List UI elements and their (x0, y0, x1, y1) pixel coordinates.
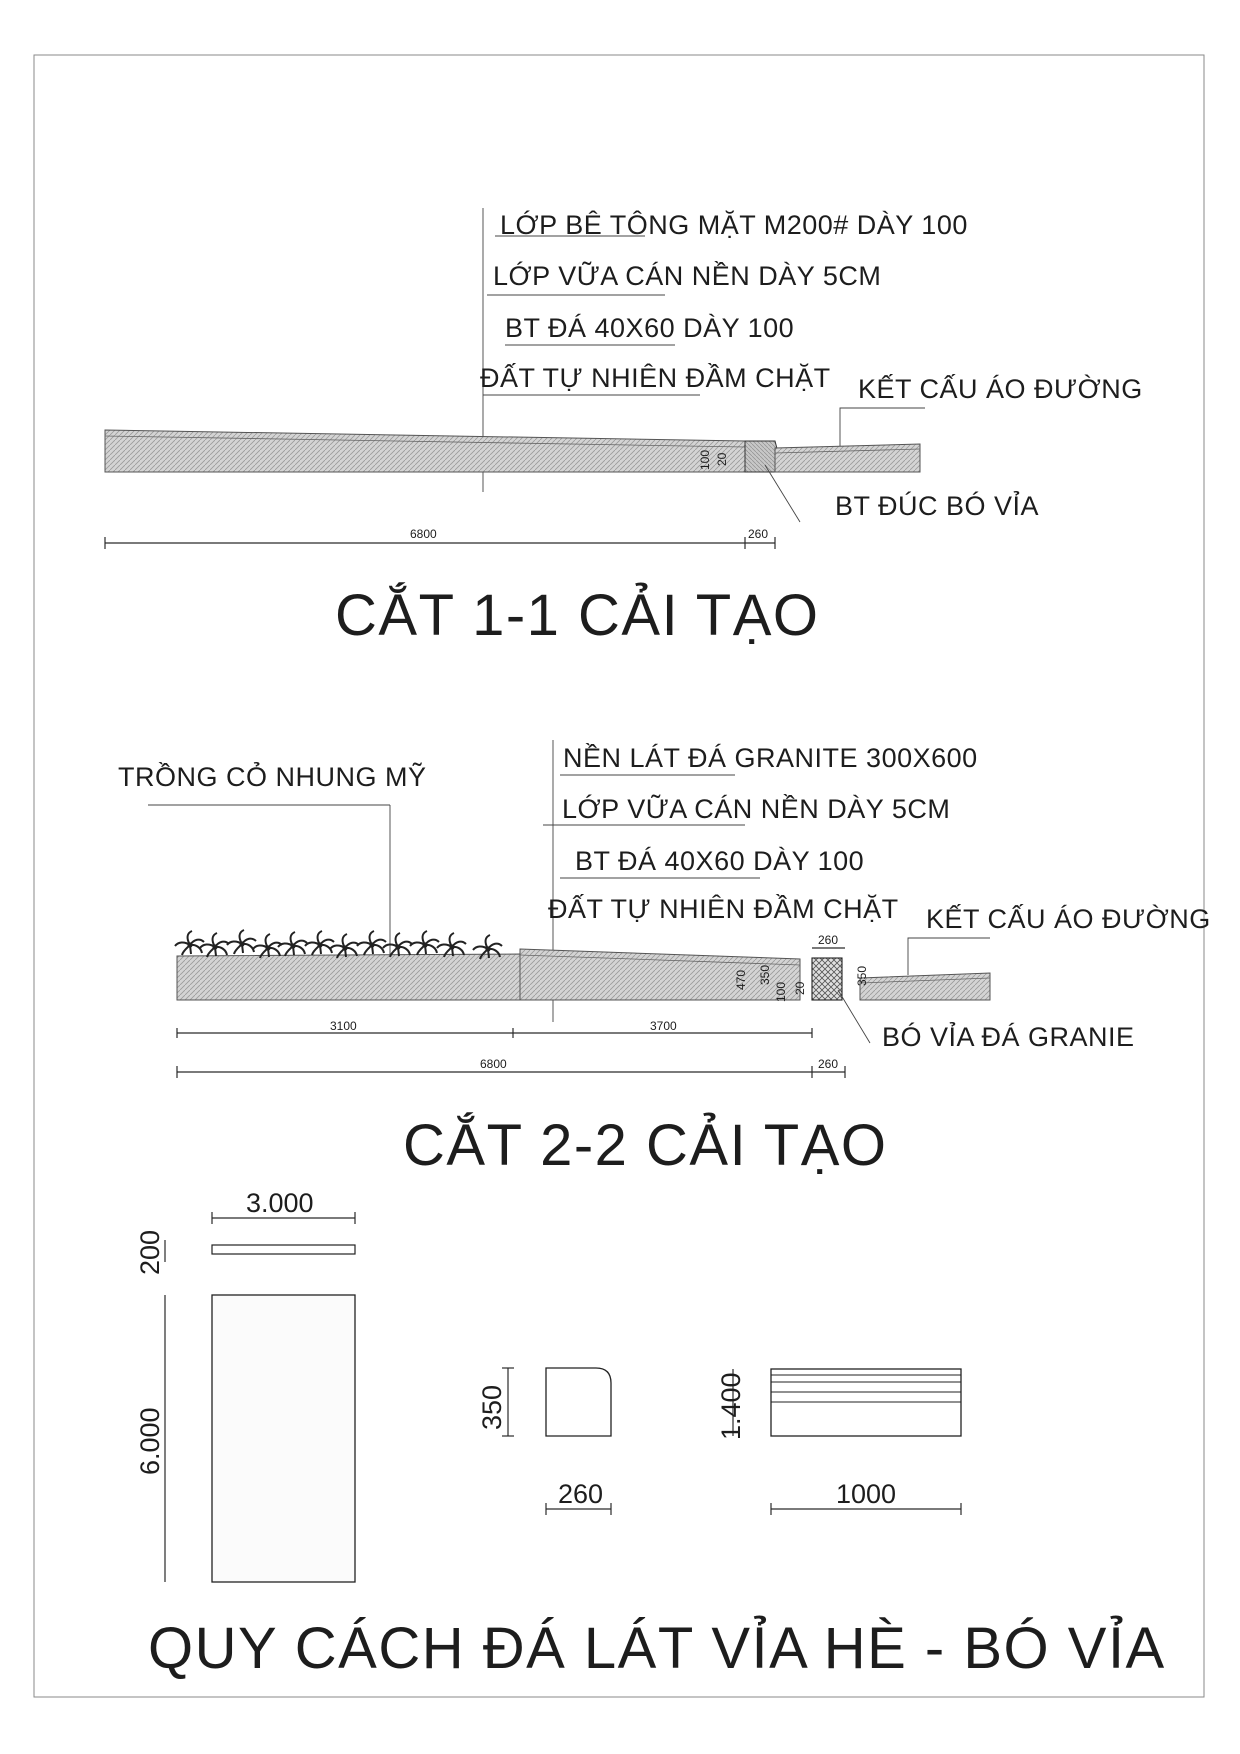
s2-dim-350: 350 (758, 964, 772, 985)
s1-dim-260: 260 (748, 527, 769, 541)
s2-title: CẮT 2-2 CẢI TẠO (403, 1113, 888, 1178)
s1-curb-label: BT ĐÚC BÓ VỈA (835, 491, 1040, 521)
s1-dim-h20: 20 (715, 452, 729, 466)
s2-grass-label: TRỒNG CỎ NHUNG MỸ (118, 762, 427, 792)
s2-dim-260: 260 (818, 1057, 839, 1071)
s2-dim-20: 20 (793, 981, 807, 995)
s2-dim-3700: 3700 (650, 1019, 677, 1033)
s2-dim-100: 100 (774, 981, 788, 1002)
s2-curb-label: BÓ VỈA ĐÁ GRANIE (882, 1022, 1135, 1052)
spec-curb-width: 260 (558, 1479, 604, 1509)
spec-slab-length: 6.000 (135, 1407, 165, 1475)
s1-title: CẮT 1-1 CẢI TẠO (335, 583, 820, 648)
spec-slab-width: 3.000 (246, 1188, 314, 1218)
s1-road-label: KẾT CẤU ÁO ĐƯỜNG (858, 374, 1143, 404)
specs-drawing (165, 1212, 961, 1582)
s1-layer-1: LỚP BÊ TÔNG MẶT M200# DÀY 100 (500, 210, 968, 240)
specs-title: QUY CÁCH ĐÁ LÁT VỈA HÈ - BÓ VỈA (148, 1616, 1166, 1681)
s2-layer-2: LỚP VỮA CÁN NỀN DÀY 5CM (562, 794, 951, 824)
s2-layer-3: BT ĐÁ 40X60 DÀY 100 (575, 846, 865, 876)
s1-dim-h100: 100 (698, 449, 712, 470)
s1-dim-6800: 6800 (410, 527, 437, 541)
s1-layer-3: BT ĐÁ 40X60 DÀY 100 (505, 313, 795, 343)
sheet-border (34, 55, 1204, 1697)
s2-dim-260-top: 260 (818, 933, 839, 947)
s2-layer-1: NỀN LÁT ĐÁ GRANITE 300X600 (563, 743, 978, 773)
s1-layer-4: ĐẤT TỰ NHIÊN ĐẦM CHẶT (480, 363, 831, 393)
s2-layer-4: ĐẤT TỰ NHIÊN ĐẦM CHẶT (548, 894, 899, 924)
s2-dim-470: 470 (734, 969, 748, 990)
spec-curb-side-height: 1.400 (716, 1372, 746, 1440)
spec-curb-height: 350 (477, 1384, 507, 1430)
s2-dim-350-road: 350 (855, 965, 869, 986)
s1-layer-2: LỚP VỮA CÁN NỀN DÀY 5CM (493, 261, 882, 291)
s2-dim-3100: 3100 (330, 1019, 357, 1033)
spec-curb-length: 1000 (836, 1479, 897, 1509)
s2-dim-6800: 6800 (480, 1057, 507, 1071)
s2-road-label: KẾT CẤU ÁO ĐƯỜNG (926, 904, 1211, 934)
spec-slab-thickness: 200 (135, 1229, 165, 1275)
